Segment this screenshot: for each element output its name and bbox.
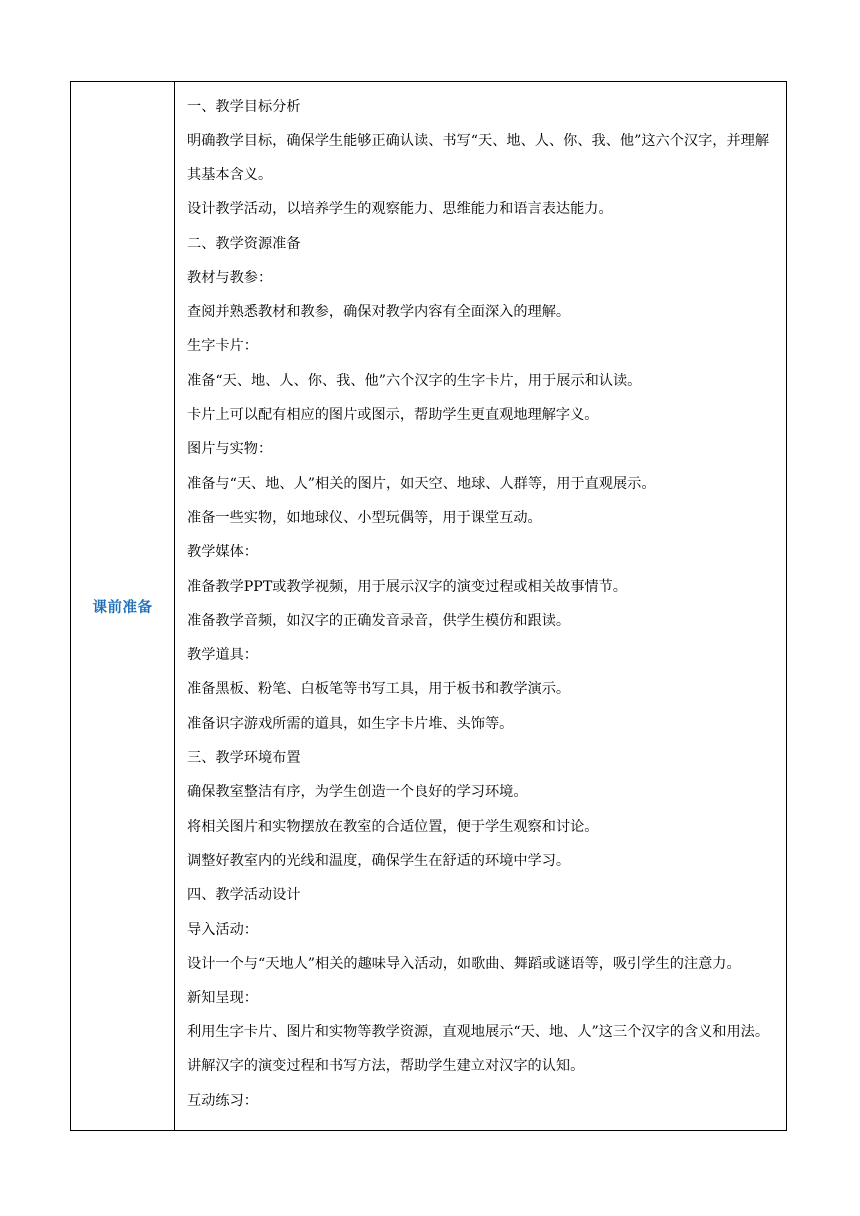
section-heading: 二、教学资源准备 [187, 235, 301, 252]
subheading: 互动练习： [187, 1092, 258, 1109]
subheading: 教材与教参： [187, 269, 273, 286]
paragraph: 准备“天、地、人、你、我、他”六个汉字的生字卡片，用于展示和认读。 [187, 372, 642, 389]
subheading: 生字卡片： [187, 338, 258, 355]
subheading: 新知呈现： [187, 990, 258, 1007]
paragraph: 准备与“天、地、人”相关的图片，如天空、地球、人群等，用于直观展示。 [187, 475, 656, 492]
paragraph: 调整好教室内的光线和温度，确保学生在舒适的环境中学习。 [187, 852, 571, 869]
section-heading: 三、教学环境布置 [187, 750, 301, 767]
paragraph: 准备识字游戏所需的道具，如生字卡片堆、头饰等。 [187, 715, 514, 732]
section-heading: 四、教学活动设计 [187, 887, 301, 904]
row-label: 课前准备 [92, 599, 153, 616]
paragraph: 明确教学目标，确保学生能够正确认读、书写“天、地、人、你、我、他”这六个汉字，并理解其基本含义。 [187, 133, 770, 184]
paragraph: 准备一些实物，如地球仪、小型玩偶等，用于课堂互动。 [187, 509, 542, 526]
paragraph: 查阅并熟悉教材和教参，确保对教学内容有全面深入的理解。 [187, 304, 571, 321]
paragraph: 准备教学音频，如汉字的正确发音录音，供学生模仿和跟读。 [187, 612, 571, 629]
paragraph: 卡片上可以配有相应的图片或图示，帮助学生更直观地理解字义。 [187, 407, 599, 424]
paragraph: 讲解汉字的演变过程和书写方法，帮助学生建立对汉字的认知。 [187, 1058, 585, 1075]
row-content-cell [175, 82, 786, 1130]
paragraph: 设计教学活动，以培养学生的观察能力、思维能力和语言表达能力。 [187, 201, 613, 218]
subheading: 导入活动： [187, 921, 258, 938]
paragraph: 准备黑板、粉笔、白板笔等书写工具，用于板书和教学演示。 [187, 681, 571, 698]
subheading: 教学媒体： [187, 544, 258, 561]
paragraph: 设计一个与“天地人”相关的趣味导入活动，如歌曲、舞蹈或谜语等，吸引学生的注意力。 [187, 955, 741, 972]
section-heading: 一、教学目标分析 [187, 99, 301, 115]
lesson-plan-table [70, 81, 787, 1131]
paragraph: 确保教室整洁有序，为学生创造一个良好的学习环境。 [187, 784, 528, 801]
subheading: 教学道具： [187, 647, 258, 664]
paragraph: 准备教学PPT或教学视频，用于展示汉字的演变过程或相关故事情节。 [187, 578, 627, 595]
subheading: 图片与实物： [187, 441, 273, 458]
paragraph: 利用生字卡片、图片和实物等教学资源，直观地展示“天、地、人”这三个汉字的含义和用法。 [187, 1024, 770, 1041]
row-label-cell [71, 82, 175, 1130]
paragraph: 将相关图片和实物摆放在教室的合适位置，便于学生观察和讨论。 [187, 818, 599, 835]
